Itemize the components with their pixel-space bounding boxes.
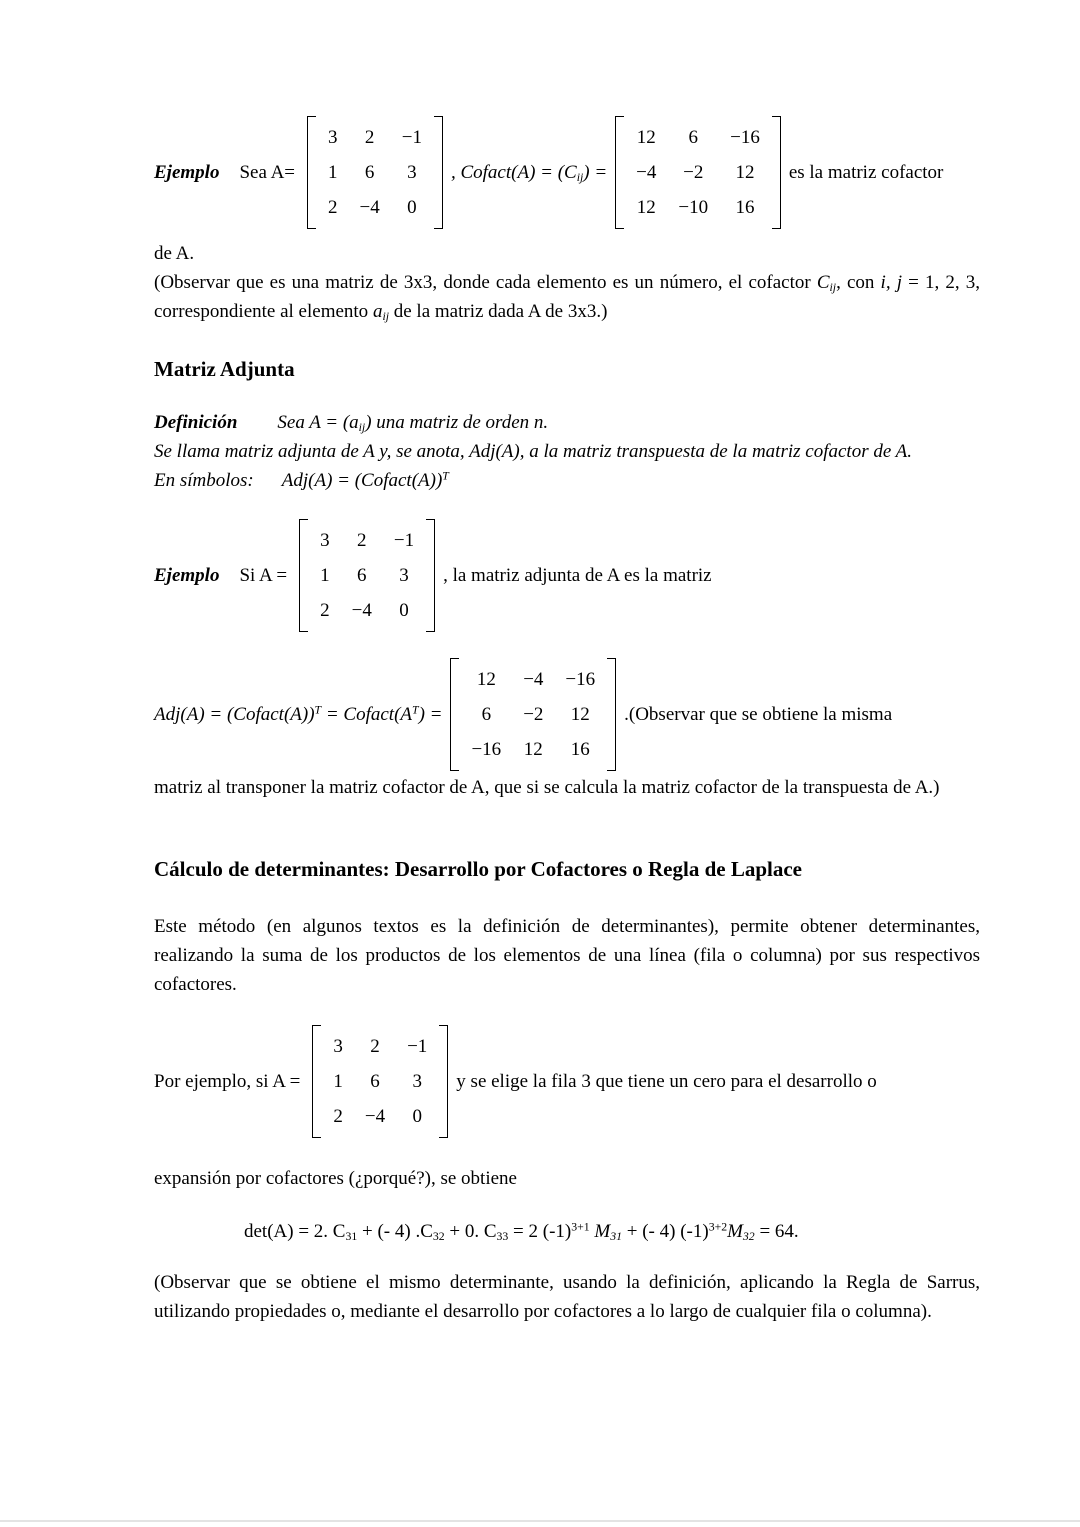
- matrix-cell: 3: [407, 162, 417, 183]
- adj-sup2: T: [412, 703, 419, 717]
- obs1-text: (Observar que es una matriz de 3x3, donde cada elemento es un número, el cofactor: [154, 272, 817, 293]
- matrix-cell: 3: [399, 565, 409, 586]
- matrix-cell: 1: [333, 1071, 343, 1092]
- si-a-text: Si A =: [239, 565, 288, 586]
- matrix-cell: −10: [678, 197, 709, 218]
- eq-f7: M: [727, 1221, 743, 1242]
- definicion-label: Definición: [154, 412, 238, 433]
- adj-formula-superscript: T: [442, 469, 449, 483]
- matrix-cell: 12: [636, 127, 656, 148]
- matrix-cell: −1: [401, 127, 422, 148]
- eq-m31: [590, 1221, 622, 1242]
- definition-line-2: Se llama matriz adjunta de A y, se anota, Adj(A), a la matriz transpuesta de la matriz cofactor de A.: [154, 441, 913, 462]
- adjunta-observation-start: .(Observar que se obtiene la misma: [624, 704, 893, 725]
- matrix-cell: 0: [399, 600, 409, 621]
- definition-block: [154, 408, 980, 495]
- ejemplo-label: Ejemplo: [154, 162, 220, 183]
- matrix-cell: −1: [407, 1036, 428, 1057]
- matrix-cell: 12: [735, 162, 755, 183]
- matrix-cell: 1: [328, 162, 338, 183]
- i-j-symbol: i, j: [880, 272, 902, 293]
- adjunta-observation-continuation: matriz al transponer la matriz cofactor de A, que si se calcula la matriz cofactor de la transpuesta de A.): [154, 777, 940, 798]
- matrix-a-3: [312, 1025, 448, 1138]
- eq-s2: 32: [432, 1229, 445, 1243]
- cofact-subscript: ij: [576, 170, 584, 184]
- heading-laplace: Cálculo de determinantes: Desarrollo por Cofactores o Regla de Laplace: [154, 857, 802, 881]
- a-ij-symbol: [373, 301, 389, 322]
- matrix-cell: −2: [523, 704, 544, 725]
- adj-p1: Adj(A) = (Cofact(A)): [154, 704, 315, 725]
- eq-f8: = 64.: [754, 1221, 799, 1242]
- obs3-text: = 1, 2, 3, correspondiente al elemento: [154, 272, 981, 322]
- determinant-equation: [154, 1217, 980, 1246]
- definition-sentence: [277, 412, 548, 433]
- adj-formula: [282, 470, 449, 491]
- matrix-cell: 16: [570, 739, 590, 760]
- matrix-cell: 2: [364, 127, 375, 148]
- matrix-cell: 3: [412, 1071, 422, 1092]
- matrix-cell: −4: [523, 669, 544, 690]
- def1-subscript: ij: [358, 420, 366, 434]
- laplace-intro-paragraph: Este método (en algunos textos es la definición de determinantes), permite obtener determinantes, realizando la suma de los productos de los elementos de una línea (fila o columna) por sus respectivos cofactores.: [154, 916, 980, 995]
- por-ejemplo-text: Por ejemplo, si A =: [154, 1071, 301, 1092]
- matrix-cell: 16: [735, 197, 755, 218]
- cofact-equation-text: [451, 158, 607, 187]
- page-bottom-edge: [0, 1520, 1080, 1522]
- matrix-cell: −4: [364, 1106, 386, 1127]
- eq-f4: = 2 (-1): [508, 1221, 572, 1242]
- cofact-suffix: ) =: [583, 162, 608, 183]
- eq-s4: 31: [610, 1229, 622, 1243]
- expansion-line: expansión por cofactores (¿porqué?), se obtiene: [154, 1168, 517, 1189]
- matrix-cell: −16: [565, 669, 596, 690]
- adjunta-tail-text: , la matriz adjunta de A es la matriz: [443, 565, 712, 586]
- a-symbol: a: [372, 301, 383, 322]
- def1a-text: Sea A = (a: [277, 412, 359, 433]
- final-observation-paragraph: (Observar que se obtiene el mismo determinante, usando la definición, aplicando la Regla de Sarrus, utilizando propiedades o, mediante el desarrollo por cofactores a lo largo de cualquier fila o columna).: [154, 1272, 980, 1322]
- matrix-cell: 6: [481, 704, 492, 725]
- matrix-cell: 2: [328, 197, 338, 218]
- matrix-cell: 2: [333, 1106, 343, 1127]
- adj-sup1: T: [314, 703, 322, 717]
- def1b-text: ) una matriz de orden n.: [365, 412, 549, 433]
- matrix-cell: −4: [359, 197, 380, 218]
- matrix-cell: 2: [370, 1036, 380, 1057]
- matrix-cell: 2: [357, 530, 367, 551]
- a-subscript: ij: [382, 309, 389, 323]
- c-subscript: ij: [829, 280, 837, 294]
- eq-sup2: 3+2: [708, 1220, 728, 1234]
- heading-matriz-adjunta: Matriz Adjunta: [154, 357, 295, 381]
- adj-p2: = Cofact(A: [321, 704, 413, 725]
- eq-f5: M: [589, 1221, 611, 1242]
- eq-m32: [727, 1221, 755, 1242]
- matrix-cell: 12: [523, 739, 543, 760]
- matrix-cell: 12: [476, 669, 496, 690]
- matrix-cell: −4: [351, 600, 372, 621]
- matrix-adjunta: [450, 658, 616, 771]
- matrix-cell: 6: [370, 1071, 380, 1092]
- obs2-text: , con: [836, 272, 881, 293]
- adjunta-example-row: [154, 519, 980, 632]
- eq-s3: 33: [496, 1229, 509, 1243]
- eq-s1: 31: [345, 1229, 358, 1243]
- matrix-cell: 12: [570, 704, 590, 725]
- matrix-cell: 3: [333, 1036, 343, 1057]
- cofactor-tail-text: es la matriz cofactor: [788, 162, 944, 183]
- matrix-cell: 3: [328, 127, 338, 148]
- en-simbolos-label: En símbolos:: [154, 470, 254, 491]
- matrix-cell: 6: [688, 127, 698, 148]
- c-ij-symbol: [817, 272, 836, 293]
- ejemplo-label-2: Ejemplo: [154, 565, 220, 586]
- eq-f6: + (- 4) (-1): [622, 1221, 709, 1242]
- laplace-example-row: [154, 1025, 980, 1138]
- matrix-cell: 0: [412, 1106, 422, 1127]
- cofact-prefix: , Cofact(A) = (C: [450, 162, 577, 183]
- matrix-cell: 6: [357, 565, 367, 586]
- adj-equation-text: [154, 700, 442, 729]
- definition-line-1: [154, 408, 980, 437]
- matrix-cell: 2: [320, 600, 330, 621]
- matrix-a: [307, 116, 443, 229]
- eq-f1: det(A) = 2. C: [244, 1221, 346, 1242]
- observation-paragraph-1: [154, 268, 980, 326]
- de-a-line: de A.: [154, 243, 195, 264]
- sea-a-text: Sea A=: [239, 162, 296, 183]
- eq-s5: 32: [742, 1229, 755, 1243]
- matrix-a-2: [299, 519, 435, 632]
- matrix-cell: 3: [320, 530, 330, 551]
- matrix-cell: −1: [393, 530, 415, 551]
- c-symbol: C: [816, 272, 830, 293]
- eq-sup1: 3+1: [571, 1220, 590, 1234]
- matrix-cell: −2: [683, 162, 704, 183]
- laplace-example-tail: y se elige la fila 3 que tiene un cero para el desarrollo o: [456, 1071, 877, 1092]
- matrix-cell: 1: [320, 565, 330, 586]
- definition-line-3: [154, 466, 980, 495]
- matrix-cell: −16: [730, 127, 760, 148]
- adjunta-formula-row: [154, 658, 980, 771]
- matrix-cell: 12: [636, 197, 656, 218]
- matrix-cofactor: [615, 116, 781, 229]
- eq-f3: + 0. C: [444, 1221, 497, 1242]
- obs4-text: de la matriz dada A de 3x3.): [388, 301, 608, 322]
- matrix-cell: −4: [636, 162, 657, 183]
- eq-f2: + (- 4) .C: [357, 1221, 433, 1242]
- cofactor-example-row: [154, 116, 980, 229]
- matrix-cell: −16: [471, 739, 502, 760]
- matrix-cell: 0: [407, 197, 417, 218]
- adj-formula-text: Adj(A) = (Cofact(A)): [281, 470, 443, 491]
- adj-p3: ) =: [418, 704, 443, 725]
- matrix-cell: 6: [364, 162, 375, 183]
